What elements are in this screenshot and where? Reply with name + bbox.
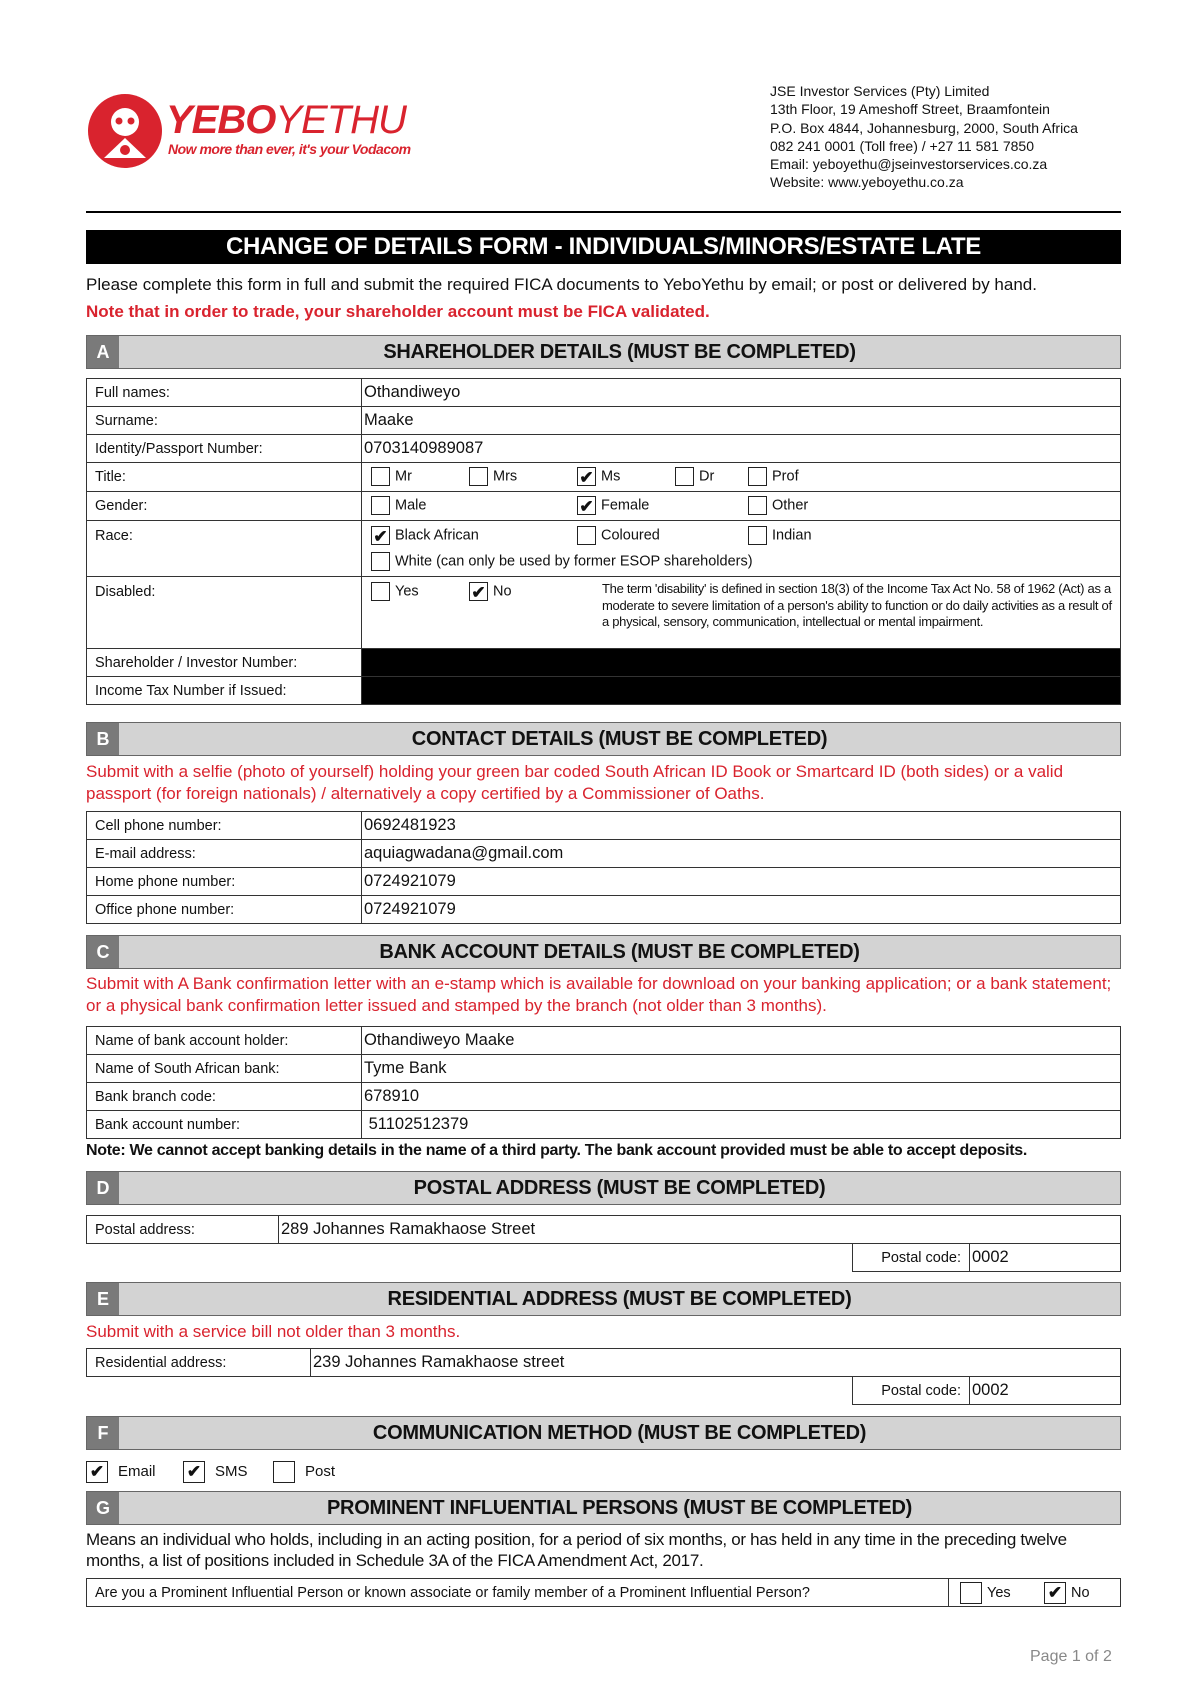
account-holder-label: Name of bank account holder: bbox=[87, 1027, 362, 1055]
title-option-mrs[interactable]: Mrs bbox=[469, 467, 517, 486]
id-number-label: Identity/Passport Number: bbox=[87, 435, 362, 463]
disabled-label: Disabled: bbox=[87, 577, 362, 649]
pip-question-table bbox=[86, 1578, 1121, 1607]
branch-code-label: Bank branch code: bbox=[87, 1083, 362, 1111]
gender-options bbox=[362, 492, 1121, 521]
office-phone-label: Office phone number: bbox=[87, 896, 362, 924]
account-number-field[interactable]: 51102512379 bbox=[362, 1111, 1121, 1139]
title-option-mr[interactable]: Mr bbox=[371, 467, 412, 486]
section-title: POSTAL ADDRESS (MUST BE COMPLETED) bbox=[413, 1177, 826, 1199]
surname-label: Surname: bbox=[87, 407, 362, 435]
email-label: E-mail address: bbox=[87, 840, 362, 868]
home-phone-field[interactable]: 0724921079 bbox=[362, 868, 1121, 896]
checkbox-other[interactable] bbox=[748, 496, 767, 515]
checkbox-mr[interactable] bbox=[371, 467, 390, 486]
pip-option-yes[interactable]: Yes bbox=[960, 1582, 1011, 1604]
residential-postal-code-label: Postal code: bbox=[853, 1377, 970, 1405]
gender-option-female[interactable]: ✔ Female bbox=[577, 496, 649, 515]
section-a-header bbox=[86, 335, 1121, 369]
section-letter: G bbox=[87, 1492, 119, 1524]
header-divider bbox=[86, 211, 1121, 213]
checkbox-indian[interactable] bbox=[748, 526, 767, 545]
postal-code-label: Postal code: bbox=[853, 1244, 970, 1272]
residential-postal-code-field[interactable]: 0002 bbox=[970, 1377, 1121, 1405]
checkbox-sms-checked[interactable]: ✔ bbox=[183, 1461, 205, 1483]
gender-option-male[interactable]: Male bbox=[371, 496, 426, 515]
bank-name-label: Name of South African bank: bbox=[87, 1055, 362, 1083]
section-letter: E bbox=[87, 1283, 119, 1315]
checkbox-white[interactable] bbox=[371, 552, 390, 571]
gender-option-other[interactable]: Other bbox=[748, 496, 808, 515]
residential-address-table bbox=[86, 1348, 1121, 1377]
section-title: SHAREHOLDER DETAILS (MUST BE COMPLETED) bbox=[383, 341, 856, 363]
checkbox-dr[interactable] bbox=[675, 467, 694, 486]
race-option-indian[interactable]: Indian bbox=[748, 526, 812, 545]
method-option-post[interactable]: Post bbox=[273, 1461, 335, 1483]
postal-address-table bbox=[86, 1215, 1121, 1244]
gender-label: Gender: bbox=[87, 492, 362, 521]
tax-number-label: Income Tax Number if Issued: bbox=[87, 677, 362, 705]
residential-address-label: Residential address: bbox=[87, 1349, 311, 1377]
logo-wordmark: YEBOYETHU bbox=[166, 98, 406, 142]
page-number: Page 1 of 2 bbox=[1030, 1648, 1112, 1665]
checkbox-pip-yes[interactable] bbox=[960, 1582, 982, 1604]
section-title: BANK ACCOUNT DETAILS (MUST BE COMPLETED) bbox=[379, 941, 860, 963]
third-party-note: Note: We cannot accept banking details in the name of a third party. The bank account provided must be able to accept deposits. bbox=[86, 1142, 1028, 1159]
section-letter: C bbox=[87, 936, 119, 968]
yeboyethu-logo-icon bbox=[86, 92, 164, 170]
title-label: Title: bbox=[87, 463, 362, 492]
form-title: CHANGE OF DETAILS FORM - INDIVIDUALS/MINORS/ESTATE LATE bbox=[86, 230, 1121, 264]
tax-number-redacted bbox=[362, 677, 1121, 705]
cell-number-field[interactable]: 0692481923 bbox=[362, 812, 1121, 840]
email-field[interactable]: aquiagwadana@gmail.com bbox=[362, 840, 1121, 868]
account-holder-field[interactable]: Othandiweyo Maake bbox=[362, 1027, 1121, 1055]
shareholder-number-label: Shareholder / Investor Number: bbox=[87, 649, 362, 677]
checkbox-disabled-yes[interactable] bbox=[371, 582, 390, 601]
fica-note: Note that in order to trade, your shareholder account must be FICA validated. bbox=[86, 302, 710, 321]
residential-postal-code-table bbox=[852, 1376, 1121, 1405]
pip-question: Are you a Prominent Influential Person or known associate or family member of a Prominent Influential Person? bbox=[87, 1579, 949, 1607]
checkbox-disabled-no-checked[interactable]: ✔ bbox=[469, 582, 488, 601]
contact-details-table bbox=[86, 811, 1121, 924]
cell-number-label: Cell phone number: bbox=[87, 812, 362, 840]
checkbox-black-african-checked[interactable]: ✔ bbox=[371, 526, 390, 545]
company-po-box: P.O. Box 4844, Johannesburg, 2000, South Africa bbox=[770, 119, 1078, 136]
residential-address-field[interactable]: 239 Johannes Ramakhaose street bbox=[311, 1349, 1121, 1377]
company-street: 13th Floor, 19 Ameshoff Street, Braamfontein bbox=[770, 101, 1050, 118]
title-options bbox=[362, 463, 1121, 492]
id-number-field[interactable]: 0703140989087 bbox=[362, 435, 1121, 463]
race-options bbox=[362, 521, 1121, 577]
bank-details-note: Submit with A Bank confirmation letter with an e-stamp which is available for download on your banking application; or a bank statement; or a physical bank confirmation letter issued and stamped by the branch (not older than 3 months). bbox=[86, 974, 1112, 1015]
checkbox-mrs[interactable] bbox=[469, 467, 488, 486]
method-option-sms[interactable]: ✔ SMS bbox=[183, 1461, 248, 1483]
checkbox-pip-no-checked[interactable]: ✔ bbox=[1044, 1582, 1066, 1604]
office-phone-field[interactable]: 0724921079 bbox=[362, 896, 1121, 924]
race-label: Race: bbox=[87, 521, 362, 577]
section-title: CONTACT DETAILS (MUST BE COMPLETED) bbox=[411, 728, 828, 750]
disability-definition: The term 'disability' is defined in section 18(3) of the Income Tax Act No. 58 of 1962 (Act) as a moderate to severe limitation of a person's ability to function or do daily activities as a result of a physical, sensory, communication, intellectual or mental impairment. bbox=[602, 581, 1112, 629]
account-number-label: Bank account number: bbox=[87, 1111, 362, 1139]
section-f-header bbox=[86, 1416, 1121, 1450]
home-phone-label: Home phone number: bbox=[87, 868, 362, 896]
residential-address-note: Submit with a service bill not older than 3 months. bbox=[86, 1322, 461, 1341]
shareholder-number-redacted bbox=[362, 649, 1121, 677]
company-email[interactable]: Email: yeboyethu@jseinvestorservices.co.za bbox=[770, 156, 1048, 173]
postal-address-field[interactable]: 289 Johannes Ramakhaose Street bbox=[279, 1216, 1121, 1244]
logo-tagline: Now more than ever, it's your Vodacom bbox=[168, 141, 411, 157]
title-option-ms[interactable]: ✔ Ms bbox=[577, 467, 620, 486]
section-letter: D bbox=[87, 1172, 119, 1204]
disabled-option-no[interactable]: ✔ No bbox=[469, 582, 512, 601]
checkbox-email-checked[interactable]: ✔ bbox=[86, 1461, 108, 1483]
method-option-email[interactable]: ✔ Email bbox=[86, 1461, 156, 1483]
section-c-header bbox=[86, 935, 1121, 969]
section-letter: B bbox=[87, 723, 119, 755]
bank-details-table bbox=[86, 1026, 1121, 1139]
section-g-header bbox=[86, 1491, 1121, 1525]
form-intro: Please complete this form in full and submit the required FICA documents to YeboYethu by email; or post or delivered by hand. bbox=[86, 275, 1037, 294]
checkbox-prof[interactable] bbox=[748, 467, 767, 486]
postal-code-field[interactable]: 0002 bbox=[970, 1244, 1121, 1272]
full-names-field[interactable]: Othandiweyo bbox=[362, 379, 1121, 407]
company-phone: 082 241 0001 (Toll free) / +27 11 581 7850 bbox=[770, 137, 1034, 154]
checkbox-post[interactable] bbox=[273, 1461, 295, 1483]
disabled-options bbox=[362, 577, 1121, 649]
section-b-header bbox=[86, 722, 1121, 756]
section-letter: A bbox=[87, 336, 119, 368]
section-title: PROMINENT INFLUENTIAL PERSONS (MUST BE COMPLETED) bbox=[327, 1497, 912, 1519]
checkbox-female-checked[interactable]: ✔ bbox=[577, 496, 596, 515]
section-title: RESIDENTIAL ADDRESS (MUST BE COMPLETED) bbox=[387, 1288, 852, 1310]
checkbox-male[interactable] bbox=[371, 496, 390, 515]
postal-address-label: Postal address: bbox=[87, 1216, 279, 1244]
company-website[interactable]: Website: www.yeboyethu.co.za bbox=[770, 174, 964, 191]
title-option-dr[interactable]: Dr bbox=[675, 467, 714, 486]
race-option-white[interactable]: White (can only be used by former ESOP shareholders) bbox=[371, 552, 753, 571]
checkbox-ms-checked[interactable]: ✔ bbox=[577, 467, 596, 486]
bank-name-field[interactable]: Tyme Bank bbox=[362, 1055, 1121, 1083]
section-d-header bbox=[86, 1171, 1121, 1205]
title-option-prof[interactable]: Prof bbox=[748, 467, 799, 486]
disabled-option-yes[interactable]: Yes bbox=[371, 582, 419, 601]
section-letter: F bbox=[87, 1417, 119, 1449]
section-title: COMMUNICATION METHOD (MUST BE COMPLETED) bbox=[372, 1422, 867, 1444]
branch-code-field[interactable]: 678910 bbox=[362, 1083, 1121, 1111]
section-e-header bbox=[86, 1282, 1121, 1316]
pip-option-no[interactable]: ✔ No bbox=[1044, 1582, 1090, 1604]
company-name: JSE Investor Services (Pty) Limited bbox=[770, 83, 990, 99]
shareholder-details-table bbox=[86, 378, 1121, 705]
company-address-block bbox=[770, 82, 1078, 192]
race-option-black-african[interactable]: ✔ Black African bbox=[371, 526, 479, 545]
postal-code-table bbox=[852, 1243, 1121, 1272]
race-option-coloured[interactable]: Coloured bbox=[577, 526, 660, 545]
contact-details-note: Submit with a selfie (photo of yourself) holding your green bar coded South African ID Book or Smartcard ID (both sides) or a valid passport (for foreign nationals) / alternatively a copy certified by a Commissioner of Oaths. bbox=[86, 762, 1064, 803]
surname-field[interactable]: Maake bbox=[362, 407, 1121, 435]
pip-options bbox=[949, 1579, 1121, 1607]
checkbox-coloured[interactable] bbox=[577, 526, 596, 545]
pip-definition: Means an individual who holds, including in an acting position, for a period of six months, or has held in any time in the preceding twelve months, a list of positions included in Schedule 3A of the FICA Amendment Act, 2017. bbox=[86, 1530, 1067, 1570]
full-names-label: Full names: bbox=[87, 379, 362, 407]
